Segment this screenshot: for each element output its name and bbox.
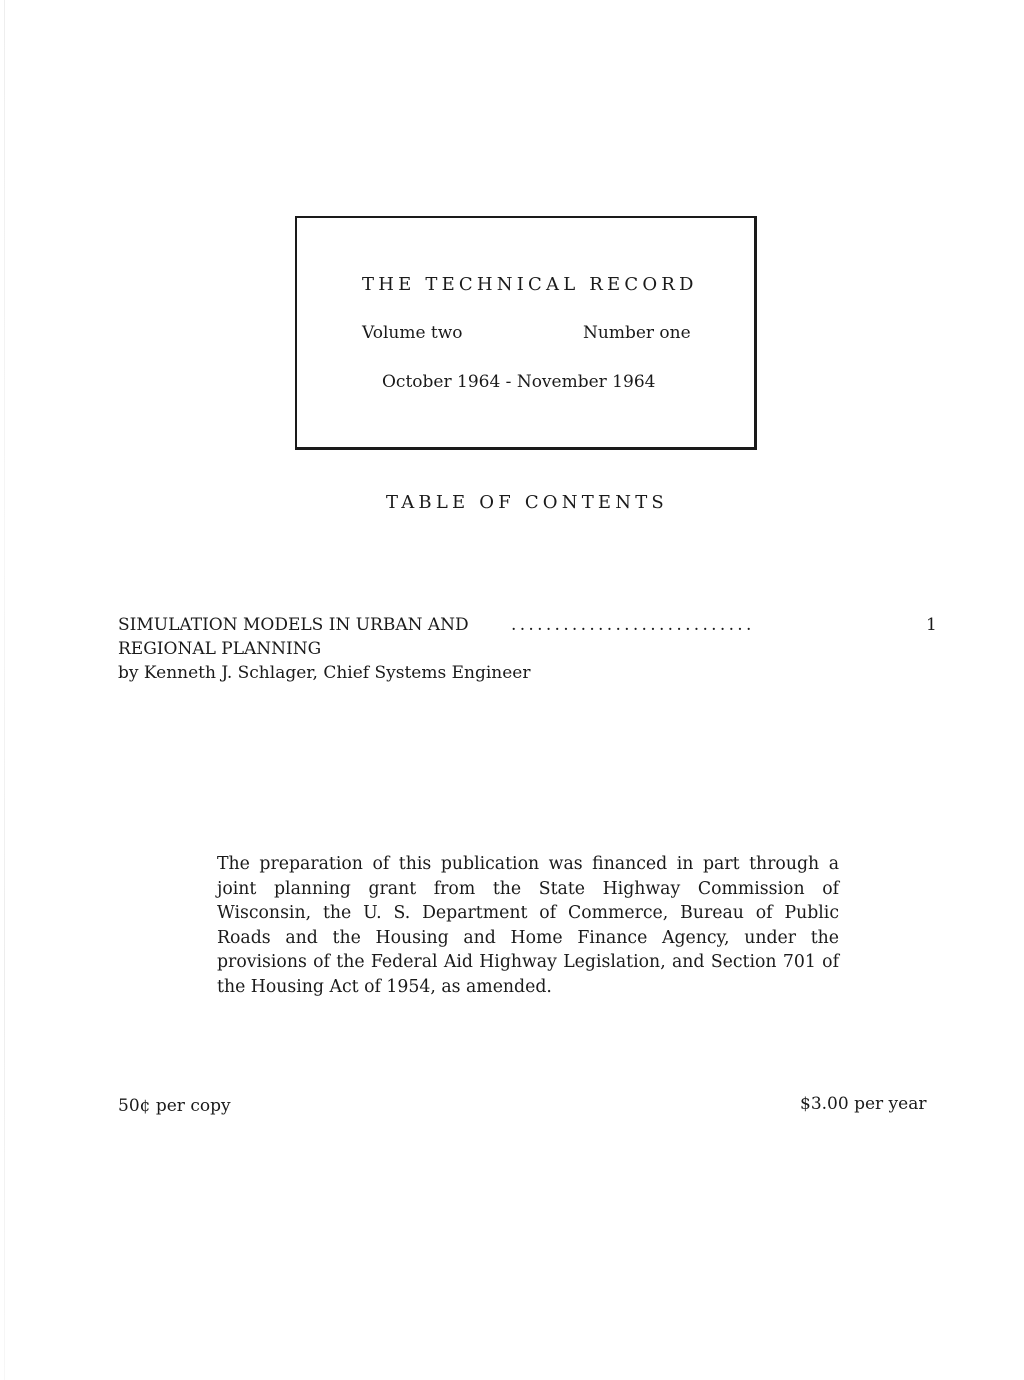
toc-entry-page-number: 1 (926, 615, 937, 635)
issue-dates: October 1964 - November 1964 (382, 372, 656, 392)
scan-edge-line (4, 0, 5, 1380)
toc-heading: TABLE OF CONTENTS (386, 492, 668, 513)
toc-entry (118, 613, 938, 685)
price-per-year: $3.00 per year (800, 1094, 927, 1114)
toc-dot-leader: ............................ (511, 615, 755, 635)
publication-title: THE TECHNICAL RECORD (362, 274, 698, 295)
price-per-copy: 50¢ per copy (118, 1096, 231, 1116)
funding-note: The preparation of this publication was financed in part through a joint planning grant from the State Highway Commission of Wisconsin, the U. S. Department of Commerce, Bureau of Public Roads and the Housing and Home Finance Agency, under the provisions of the Federal Aid Highway Legislation, and Section 701 of the Housing Act of 1954, as amended. (217, 854, 839, 997)
toc-entry-title-line2: REGIONAL PLANNING (118, 639, 322, 659)
toc-entry-first-line (118, 613, 938, 637)
toc-entry-title-line1: SIMULATION MODELS IN URBAN AND (118, 615, 469, 635)
number-label: Number one (583, 323, 691, 343)
toc-entry-byline: by Kenneth J. Schlager, Chief Systems Engineer (118, 663, 531, 683)
volume-label: Volume two (362, 323, 463, 343)
